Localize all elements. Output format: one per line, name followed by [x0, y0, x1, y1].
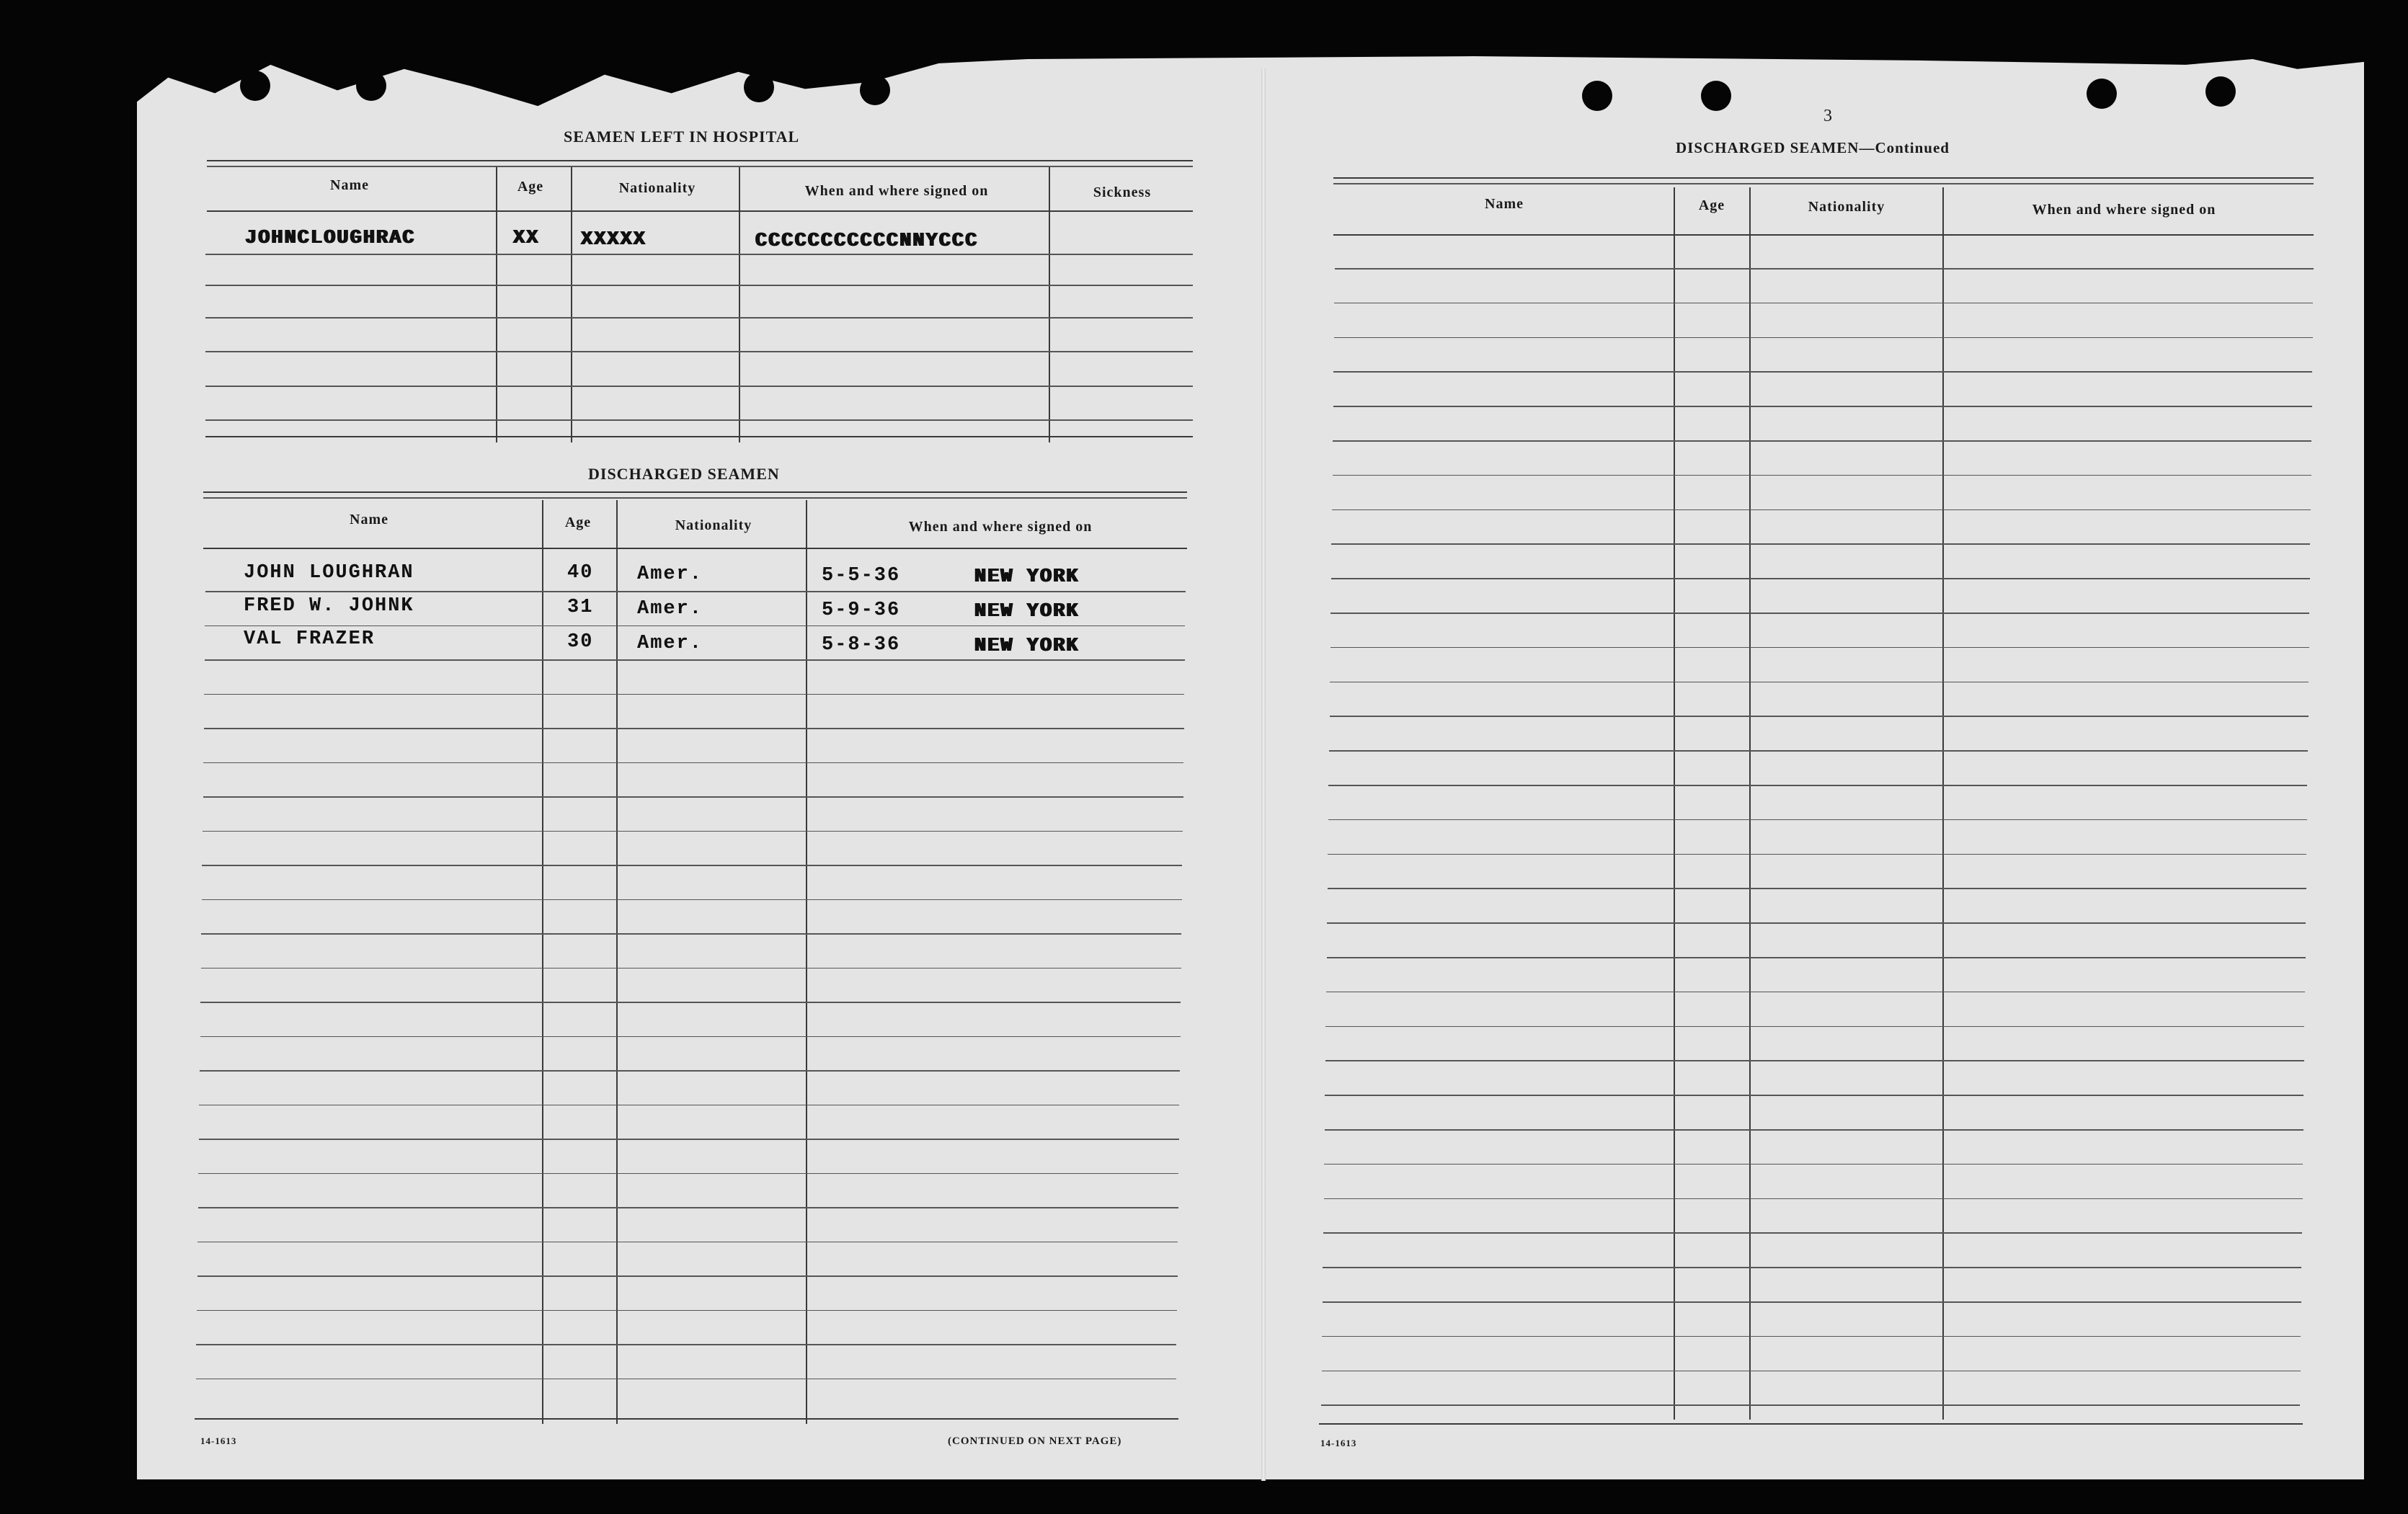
ruled-line — [197, 1310, 1177, 1312]
ruled-line — [202, 899, 1182, 901]
discharged-nationality-2: Amer. — [637, 598, 703, 620]
ruled-line — [1321, 1404, 2300, 1406]
ruled-line — [201, 968, 1181, 969]
ruled-line — [1327, 957, 2306, 958]
right-header-rule — [1333, 234, 2314, 236]
continued-note: (CONTINUED ON NEXT PAGE) — [948, 1435, 1122, 1447]
discharged-section-title: DISCHARGED SEAMEN — [588, 465, 780, 483]
ruled-line — [200, 1036, 1181, 1038]
hospital-row-rule — [205, 254, 1193, 255]
ruled-line — [199, 1139, 1179, 1140]
ruled-line — [198, 1173, 1178, 1175]
page-number: 3 — [1823, 107, 1833, 125]
ruled-line — [1333, 406, 2312, 407]
ruled-line — [1325, 1026, 2304, 1028]
ruled-line — [1325, 1129, 2303, 1131]
discharged-name-2: FRED W. JOHNK — [244, 595, 414, 617]
ruled-line — [1334, 303, 2313, 304]
ruled-line — [203, 762, 1183, 764]
hospital-row-rule — [205, 351, 1193, 352]
ruled-line — [204, 694, 1184, 695]
discharged-place-1: NEW YORK — [974, 566, 1080, 588]
ruled-line — [201, 933, 1181, 935]
ruled-line — [1322, 1371, 2301, 1372]
ruled-line — [1330, 716, 2309, 717]
hospital-header-sickness: Sickness — [1093, 184, 1152, 200]
discharged-col-divider — [806, 500, 807, 1424]
discharged-header-rule — [203, 548, 1187, 549]
hospital-nationality-cell: XXXXX — [581, 229, 647, 251]
right-header-signed: When and where signed on — [2032, 202, 2216, 218]
ruled-line — [1325, 1060, 2304, 1061]
discharged-date-3: 5-8-36 — [822, 634, 901, 656]
hospital-row-rule — [205, 285, 1193, 286]
hospital-top-rule — [207, 160, 1193, 161]
discharged-bottom-rule — [195, 1418, 1178, 1420]
right-form-number: 14-1613 — [1320, 1438, 1357, 1448]
punch-hole — [240, 71, 270, 101]
ruled-line — [1334, 337, 2313, 339]
discharged-age-1: 40 — [567, 562, 594, 584]
discharged-age-3: 30 — [567, 631, 594, 653]
punch-hole — [860, 75, 890, 105]
discharged-date-2: 5-9-36 — [822, 600, 901, 621]
ruled-line — [1326, 992, 2305, 993]
hospital-col-divider — [1049, 167, 1050, 442]
ruled-line — [205, 591, 1186, 592]
hospital-header-name: Name — [330, 177, 369, 193]
discharged-col-divider — [616, 500, 618, 1424]
right-top-rule — [1333, 183, 2314, 184]
discharged-place-2: NEW YORK — [974, 601, 1080, 623]
ruled-line — [1323, 1232, 2302, 1234]
left-form-number: 14-1613 — [200, 1435, 237, 1446]
discharged-header-nationality: Nationality — [675, 517, 752, 533]
punch-hole — [744, 72, 774, 102]
ruled-line — [1333, 440, 2311, 442]
ruled-line — [1335, 268, 2314, 270]
discharged-header-age: Age — [564, 515, 592, 530]
discharged-age-2: 31 — [567, 597, 594, 618]
hospital-row-rule — [205, 317, 1193, 319]
ruled-line — [1328, 785, 2307, 786]
ruled-line — [200, 1070, 1180, 1072]
ruled-line — [1328, 854, 2306, 855]
hospital-bottom-rule — [205, 436, 1193, 437]
right-bottom-rule — [1319, 1423, 2303, 1425]
hospital-header-rule — [207, 210, 1193, 212]
ruled-line — [1323, 1301, 2301, 1303]
discharged-top-rule — [203, 497, 1187, 499]
ruled-line — [1330, 682, 2309, 683]
punch-hole — [1582, 81, 1612, 111]
punch-hole — [2087, 79, 2117, 109]
ruled-line — [1329, 750, 2308, 752]
ruled-line — [1328, 819, 2307, 821]
ruled-line — [196, 1379, 1176, 1380]
hospital-col-divider — [496, 167, 497, 442]
ruled-line — [1324, 1164, 2303, 1165]
hospital-signed-cell: CCCCCCCCCCCNNYCCC — [755, 231, 979, 252]
hospital-row-rule — [205, 386, 1193, 387]
ruled-line — [196, 1344, 1176, 1345]
right-header-name: Name — [1485, 196, 1524, 212]
ruled-line — [1331, 578, 2310, 579]
ruled-line — [202, 865, 1182, 866]
discharged-nationality-3: Amer. — [637, 633, 703, 654]
ruled-line — [205, 659, 1185, 661]
ruled-line — [1323, 1267, 2301, 1268]
ruled-line — [1330, 647, 2309, 649]
ruled-line — [1325, 1095, 2303, 1096]
hospital-row-rule — [205, 419, 1193, 421]
hospital-top-rule — [207, 166, 1193, 167]
ruled-line — [1330, 613, 2309, 614]
ruled-line — [198, 1207, 1178, 1208]
ruled-line — [197, 1275, 1178, 1277]
right-section-title: DISCHARGED SEAMEN—Continued — [1676, 139, 1950, 156]
discharged-header-name: Name — [350, 512, 388, 527]
discharged-name-3: VAL FRAZER — [244, 628, 376, 650]
ruled-line — [1324, 1198, 2303, 1200]
right-top-rule — [1333, 177, 2314, 179]
discharged-name-1: JOHN LOUGHRAN — [244, 562, 414, 584]
right-header-nationality: Nationality — [1808, 199, 1885, 215]
discharged-col-divider — [542, 500, 543, 1424]
discharged-top-rule — [203, 491, 1187, 493]
punch-hole — [1701, 81, 1731, 111]
ruled-line — [204, 728, 1184, 729]
ruled-line — [1332, 509, 2311, 511]
ruled-line — [203, 831, 1183, 832]
ruled-line — [1322, 1336, 2301, 1337]
hospital-section-title: SEAMEN LEFT IN HOSPITAL — [564, 128, 800, 146]
hospital-age-cell: XX — [513, 228, 540, 249]
punch-hole — [356, 71, 386, 101]
ruled-line — [1333, 371, 2312, 373]
ruled-line — [197, 1242, 1178, 1243]
hospital-col-divider — [571, 167, 572, 442]
ruled-line — [199, 1105, 1179, 1106]
punch-hole — [2205, 76, 2236, 107]
discharged-nationality-1: Amer. — [637, 564, 703, 585]
ruled-line — [1333, 475, 2311, 476]
hospital-header-age: Age — [517, 179, 544, 195]
document-page — [137, 56, 2364, 1479]
ruled-line — [1327, 922, 2306, 924]
hospital-name-cell: JOHNCLOUGHRAC — [245, 228, 416, 249]
discharged-header-signed: When and where signed on — [908, 519, 1093, 535]
ruled-line — [1331, 543, 2310, 545]
ruled-line — [203, 796, 1183, 798]
discharged-date-1: 5-5-36 — [822, 565, 901, 587]
hospital-header-nationality: Nationality — [618, 180, 696, 196]
hospital-col-divider — [739, 167, 740, 442]
ruled-line — [200, 1002, 1181, 1003]
ruled-line — [1328, 888, 2306, 889]
center-fold — [1261, 68, 1266, 1481]
right-header-age: Age — [1698, 197, 1725, 213]
discharged-place-3: NEW YORK — [974, 636, 1080, 657]
hospital-header-signed: When and where signed on — [804, 183, 989, 199]
ruled-line — [205, 625, 1185, 627]
